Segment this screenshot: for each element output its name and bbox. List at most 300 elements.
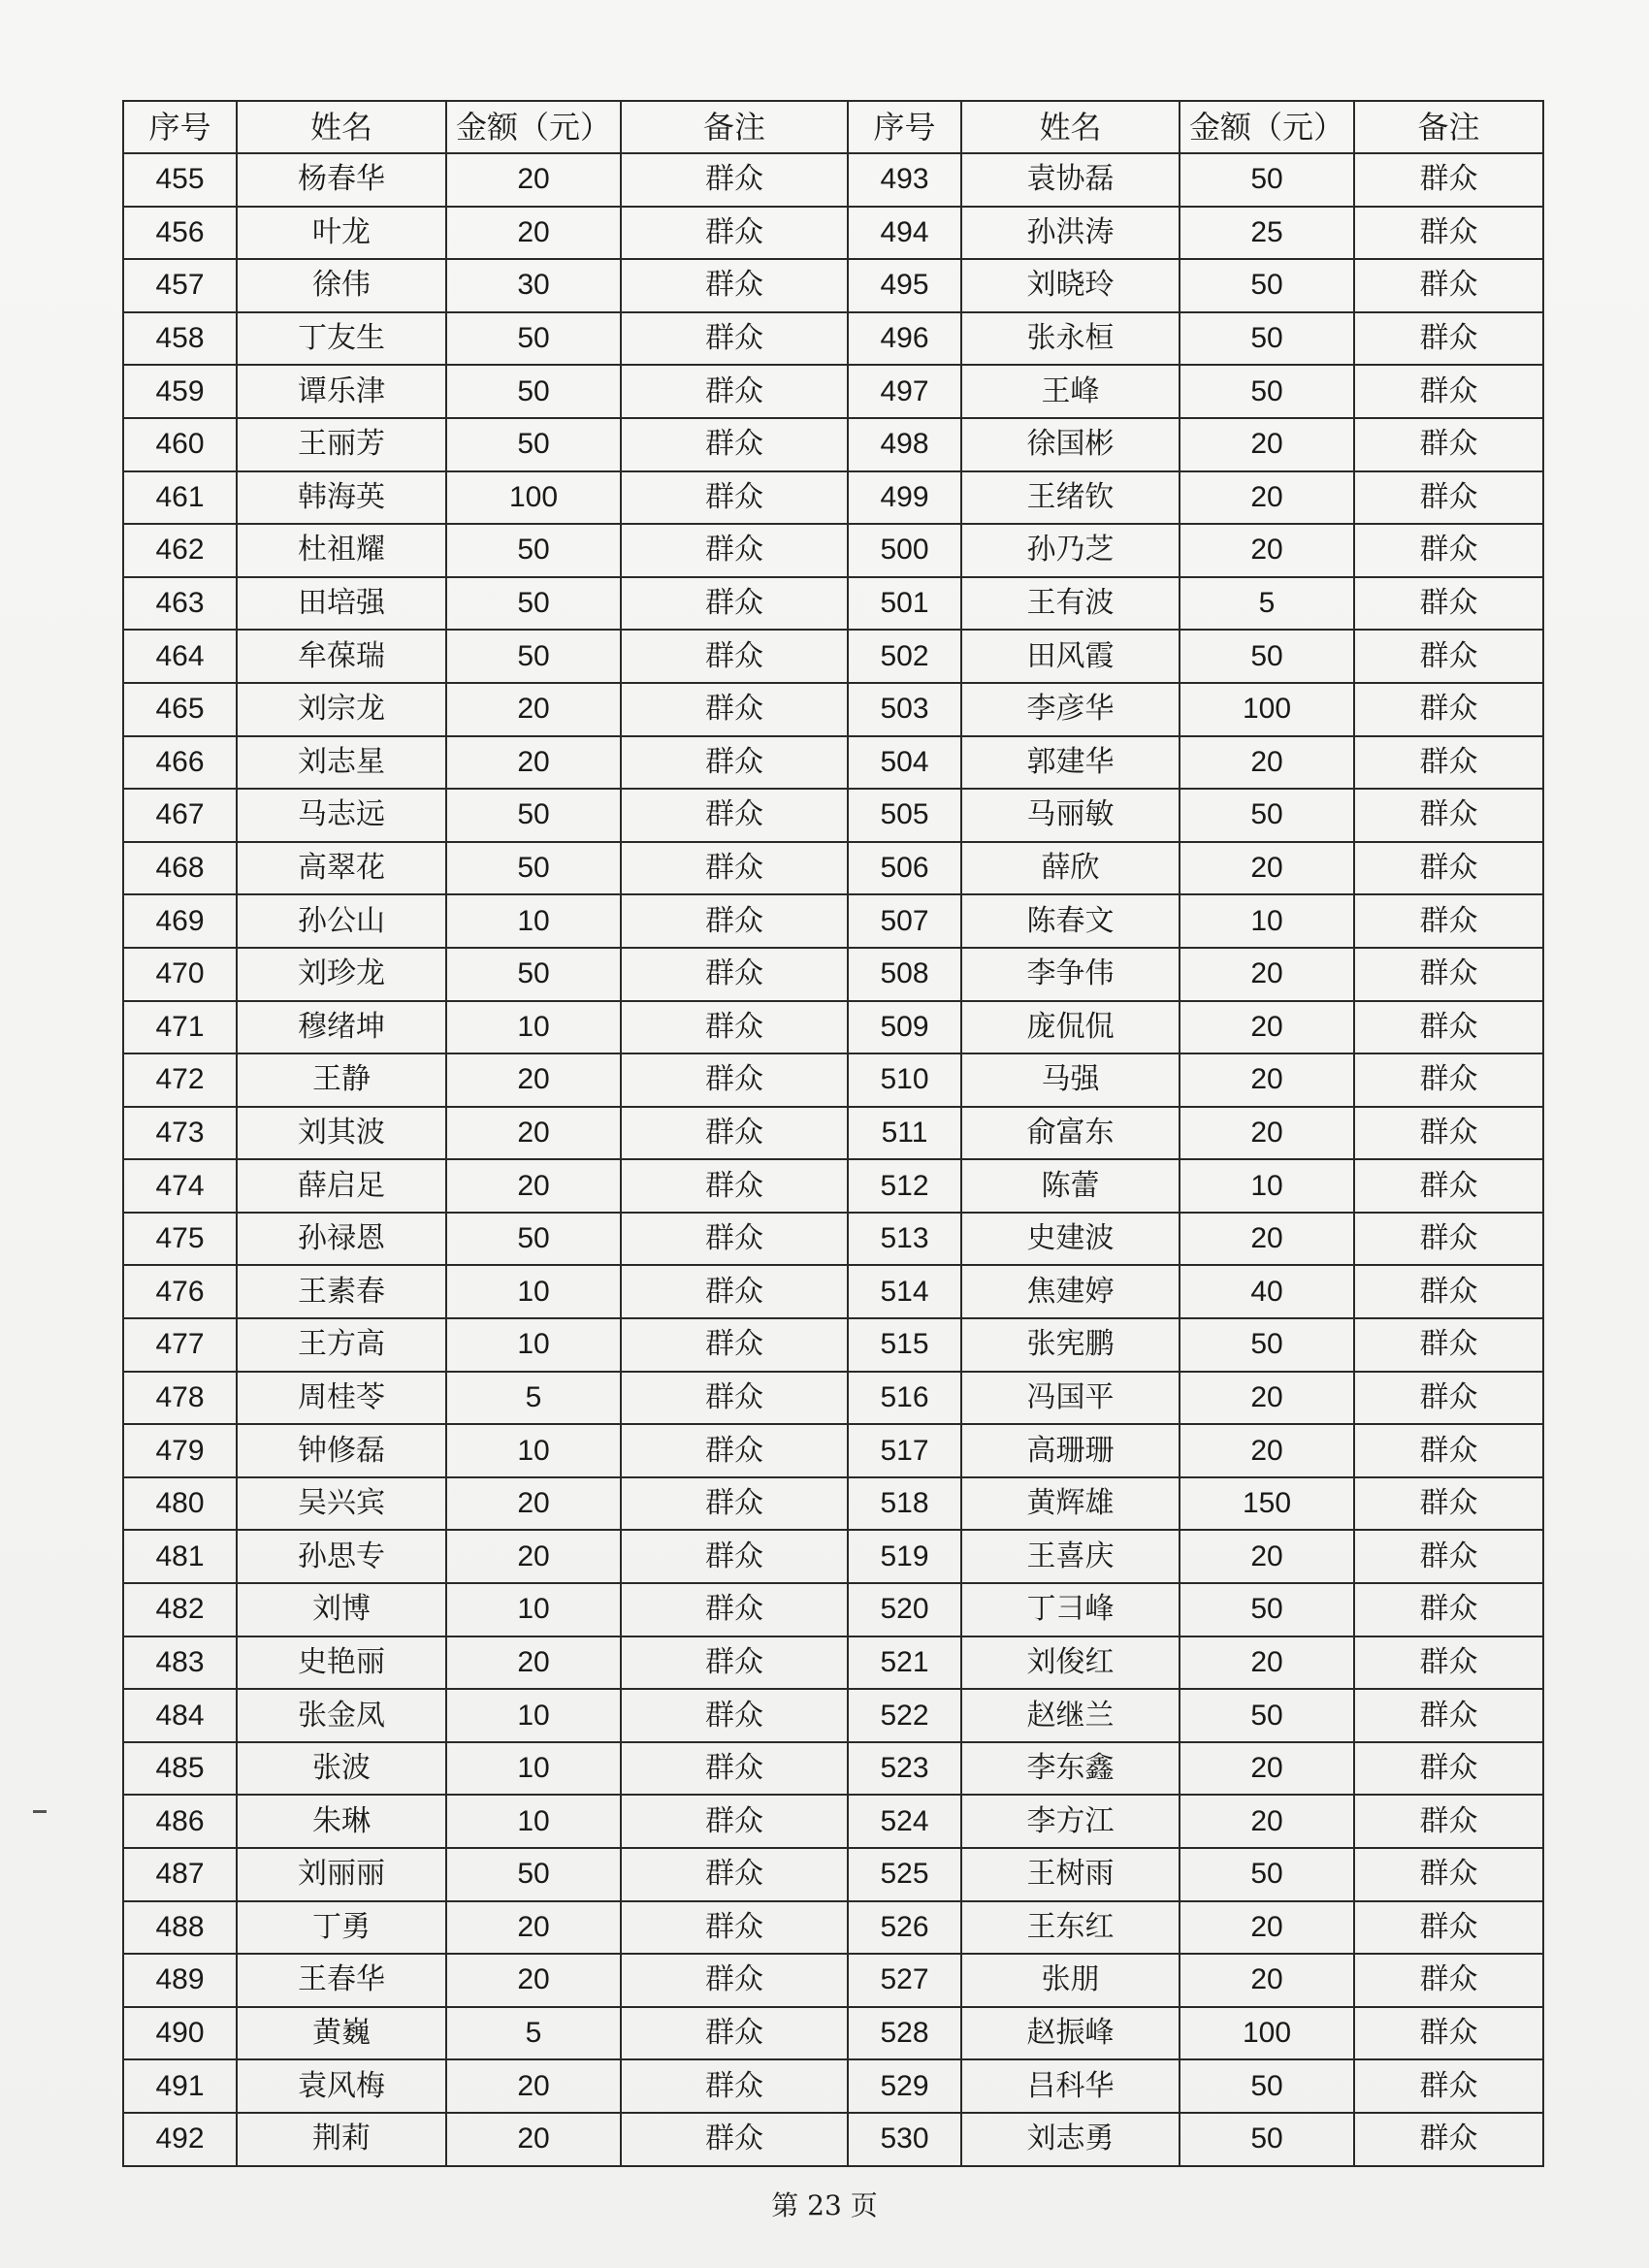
cell-remark-left: 群众 xyxy=(621,948,848,1001)
cell-remark-left: 群众 xyxy=(621,259,848,312)
cell-name-left: 丁友生 xyxy=(237,312,446,366)
table-row xyxy=(123,1583,1543,1636)
cell-name-right: 徐国彬 xyxy=(961,418,1180,471)
cell-name-right: 马丽敏 xyxy=(961,789,1180,842)
cell-name-right: 陈春文 xyxy=(961,894,1180,948)
cell-serial-right: 509 xyxy=(848,1001,961,1054)
cell-amount-left: 50 xyxy=(446,1848,621,1901)
cell-amount-right: 20 xyxy=(1180,1107,1354,1160)
cell-amount-left: 10 xyxy=(446,894,621,948)
cell-serial-right: 525 xyxy=(848,1848,961,1901)
cell-name-left: 吴兴宾 xyxy=(237,1477,446,1531)
table-row xyxy=(123,842,1543,895)
cell-remark-left: 群众 xyxy=(621,1848,848,1901)
table-row xyxy=(123,1372,1543,1425)
cell-serial-right: 499 xyxy=(848,471,961,525)
cell-amount-right: 100 xyxy=(1180,2007,1354,2060)
cell-remark-left: 群众 xyxy=(621,1583,848,1636)
header-serial-right: 序号 xyxy=(848,101,961,153)
table-row xyxy=(123,1318,1543,1372)
cell-amount-right: 20 xyxy=(1180,1530,1354,1583)
cell-serial-left: 486 xyxy=(123,1795,237,1848)
cell-serial-left: 458 xyxy=(123,312,237,366)
cell-amount-right: 20 xyxy=(1180,842,1354,895)
cell-amount-right: 20 xyxy=(1180,1001,1354,1054)
cell-serial-left: 483 xyxy=(123,1636,237,1690)
cell-remark-left: 群众 xyxy=(621,683,848,736)
cell-serial-right: 524 xyxy=(848,1795,961,1848)
cell-serial-left: 480 xyxy=(123,1477,237,1531)
table-row xyxy=(123,2113,1543,2166)
cell-remark-left: 群众 xyxy=(621,207,848,260)
table-row xyxy=(123,1265,1543,1318)
cell-name-left: 孙禄恩 xyxy=(237,1213,446,1266)
cell-remark-right: 群众 xyxy=(1354,2007,1543,2060)
cell-name-right: 王有波 xyxy=(961,577,1180,631)
cell-name-right: 郭建华 xyxy=(961,736,1180,790)
table-header xyxy=(123,101,1543,153)
cell-name-left: 朱琳 xyxy=(237,1795,446,1848)
cell-amount-right: 50 xyxy=(1180,789,1354,842)
cell-amount-right: 50 xyxy=(1180,2113,1354,2166)
cell-name-left: 钟修磊 xyxy=(237,1424,446,1477)
cell-remark-right: 群众 xyxy=(1354,1848,1543,1901)
cell-serial-left: 485 xyxy=(123,1742,237,1796)
cell-amount-right: 100 xyxy=(1180,683,1354,736)
cell-amount-left: 50 xyxy=(446,948,621,1001)
cell-amount-right: 20 xyxy=(1180,736,1354,790)
cell-remark-right: 群众 xyxy=(1354,1689,1543,1742)
table-row xyxy=(123,1636,1543,1690)
cell-amount-left: 20 xyxy=(446,1107,621,1160)
cell-name-right: 马强 xyxy=(961,1053,1180,1107)
cell-amount-right: 40 xyxy=(1180,1265,1354,1318)
cell-name-left: 薛启足 xyxy=(237,1159,446,1213)
table-row xyxy=(123,1689,1543,1742)
cell-serial-left: 492 xyxy=(123,2113,237,2166)
cell-serial-right: 500 xyxy=(848,524,961,577)
cell-amount-left: 5 xyxy=(446,1372,621,1425)
cell-serial-left: 482 xyxy=(123,1583,237,1636)
cell-remark-left: 群众 xyxy=(621,1901,848,1955)
cell-serial-right: 497 xyxy=(848,365,961,418)
cell-name-right: 孙洪涛 xyxy=(961,207,1180,260)
cell-serial-right: 503 xyxy=(848,683,961,736)
cell-name-left: 孙公山 xyxy=(237,894,446,948)
cell-amount-left: 50 xyxy=(446,418,621,471)
cell-amount-left: 10 xyxy=(446,1318,621,1372)
cell-name-left: 王静 xyxy=(237,1053,446,1107)
cell-remark-left: 群众 xyxy=(621,1530,848,1583)
cell-remark-right: 群众 xyxy=(1354,1053,1543,1107)
cell-remark-right: 群众 xyxy=(1354,418,1543,471)
cell-name-right: 焦建婷 xyxy=(961,1265,1180,1318)
cell-amount-left: 20 xyxy=(446,1053,621,1107)
cell-name-left: 王素春 xyxy=(237,1265,446,1318)
header-name-left: 姓名 xyxy=(237,101,446,153)
cell-serial-right: 508 xyxy=(848,948,961,1001)
cell-name-left: 谭乐津 xyxy=(237,365,446,418)
cell-name-right: 孙乃芝 xyxy=(961,524,1180,577)
cell-name-right: 张永桓 xyxy=(961,312,1180,366)
cell-serial-left: 472 xyxy=(123,1053,237,1107)
table-row xyxy=(123,1848,1543,1901)
cell-name-left: 刘珍龙 xyxy=(237,948,446,1001)
cell-name-left: 刘志星 xyxy=(237,736,446,790)
cell-amount-left: 50 xyxy=(446,365,621,418)
cell-amount-right: 20 xyxy=(1180,471,1354,525)
cell-remark-right: 群众 xyxy=(1354,471,1543,525)
cell-amount-right: 20 xyxy=(1180,1424,1354,1477)
cell-serial-left: 489 xyxy=(123,1954,237,2007)
cell-remark-right: 群众 xyxy=(1354,842,1543,895)
cell-amount-right: 20 xyxy=(1180,1954,1354,2007)
cell-remark-right: 群众 xyxy=(1354,1001,1543,1054)
cell-remark-left: 群众 xyxy=(621,1265,848,1318)
cell-amount-left: 20 xyxy=(446,1954,621,2007)
cell-name-left: 刘宗龙 xyxy=(237,683,446,736)
cell-serial-left: 464 xyxy=(123,630,237,683)
cell-serial-right: 514 xyxy=(848,1265,961,1318)
cell-remark-left: 群众 xyxy=(621,1636,848,1690)
table-row xyxy=(123,153,1543,207)
table-row xyxy=(123,312,1543,366)
cell-amount-left: 50 xyxy=(446,842,621,895)
cell-serial-left: 467 xyxy=(123,789,237,842)
cell-name-left: 王春华 xyxy=(237,1954,446,2007)
cell-amount-right: 10 xyxy=(1180,894,1354,948)
cell-remark-right: 群众 xyxy=(1354,2059,1543,2113)
cell-serial-right: 522 xyxy=(848,1689,961,1742)
cell-serial-right: 505 xyxy=(848,789,961,842)
table-row xyxy=(123,1213,1543,1266)
cell-remark-right: 群众 xyxy=(1354,1213,1543,1266)
table-row xyxy=(123,1159,1543,1213)
page-number: 第 23 页 xyxy=(771,2189,878,2221)
cell-amount-right: 20 xyxy=(1180,524,1354,577)
cell-remark-right: 群众 xyxy=(1354,894,1543,948)
cell-remark-right: 群众 xyxy=(1354,1636,1543,1690)
cell-remark-left: 群众 xyxy=(621,630,848,683)
cell-remark-right: 群众 xyxy=(1354,1954,1543,2007)
cell-remark-right: 群众 xyxy=(1354,1901,1543,1955)
cell-amount-right: 20 xyxy=(1180,1372,1354,1425)
cell-amount-left: 10 xyxy=(446,1795,621,1848)
cell-serial-right: 502 xyxy=(848,630,961,683)
cell-serial-right: 529 xyxy=(848,2059,961,2113)
cell-remark-left: 群众 xyxy=(621,789,848,842)
table-row xyxy=(123,1477,1543,1531)
cell-name-right: 刘俊红 xyxy=(961,1636,1180,1690)
cell-serial-right: 528 xyxy=(848,2007,961,2060)
cell-remark-right: 群众 xyxy=(1354,259,1543,312)
cell-serial-left: 479 xyxy=(123,1424,237,1477)
cell-amount-left: 20 xyxy=(446,1530,621,1583)
cell-amount-left: 50 xyxy=(446,312,621,366)
cell-serial-left: 465 xyxy=(123,683,237,736)
cell-name-left: 马志远 xyxy=(237,789,446,842)
cell-serial-left: 460 xyxy=(123,418,237,471)
cell-name-left: 周桂苓 xyxy=(237,1372,446,1425)
cell-name-left: 史艳丽 xyxy=(237,1636,446,1690)
cell-remark-left: 群众 xyxy=(621,1742,848,1796)
cell-amount-right: 50 xyxy=(1180,312,1354,366)
table-row xyxy=(123,471,1543,525)
cell-remark-left: 群众 xyxy=(621,1954,848,2007)
cell-name-left: 徐伟 xyxy=(237,259,446,312)
cell-serial-left: 459 xyxy=(123,365,237,418)
table-row xyxy=(123,789,1543,842)
cell-serial-right: 515 xyxy=(848,1318,961,1372)
margin-mark xyxy=(33,1810,47,1813)
cell-remark-left: 群众 xyxy=(621,894,848,948)
cell-serial-right: 510 xyxy=(848,1053,961,1107)
cell-name-left: 叶龙 xyxy=(237,207,446,260)
cell-name-right: 俞富东 xyxy=(961,1107,1180,1160)
cell-serial-right: 506 xyxy=(848,842,961,895)
cell-name-right: 袁协磊 xyxy=(961,153,1180,207)
cell-name-left: 黄巍 xyxy=(237,2007,446,2060)
cell-amount-right: 20 xyxy=(1180,1742,1354,1796)
table-row xyxy=(123,207,1543,260)
cell-name-right: 陈蕾 xyxy=(961,1159,1180,1213)
cell-name-right: 王树雨 xyxy=(961,1848,1180,1901)
cell-serial-right: 494 xyxy=(848,207,961,260)
cell-serial-left: 456 xyxy=(123,207,237,260)
cell-name-right: 李彦华 xyxy=(961,683,1180,736)
cell-name-right: 黄辉雄 xyxy=(961,1477,1180,1531)
cell-serial-right: 495 xyxy=(848,259,961,312)
cell-name-left: 张金凤 xyxy=(237,1689,446,1742)
cell-amount-left: 10 xyxy=(446,1742,621,1796)
cell-remark-right: 群众 xyxy=(1354,1530,1543,1583)
cell-remark-right: 群众 xyxy=(1354,789,1543,842)
cell-name-right: 王喜庆 xyxy=(961,1530,1180,1583)
cell-remark-right: 群众 xyxy=(1354,2113,1543,2166)
table-row xyxy=(123,2059,1543,2113)
cell-remark-left: 群众 xyxy=(621,1107,848,1160)
cell-serial-right: 504 xyxy=(848,736,961,790)
cell-remark-right: 群众 xyxy=(1354,1318,1543,1372)
cell-amount-right: 50 xyxy=(1180,1583,1354,1636)
header-name-right: 姓名 xyxy=(961,101,1180,153)
cell-amount-left: 10 xyxy=(446,1424,621,1477)
cell-remark-left: 群众 xyxy=(621,1001,848,1054)
table-row xyxy=(123,577,1543,631)
cell-name-right: 王峰 xyxy=(961,365,1180,418)
cell-amount-right: 20 xyxy=(1180,1213,1354,1266)
cell-serial-right: 496 xyxy=(848,312,961,366)
cell-serial-right: 519 xyxy=(848,1530,961,1583)
cell-amount-left: 50 xyxy=(446,630,621,683)
cell-remark-right: 群众 xyxy=(1354,1372,1543,1425)
cell-remark-right: 群众 xyxy=(1354,312,1543,366)
cell-amount-right: 50 xyxy=(1180,1689,1354,1742)
cell-amount-right: 50 xyxy=(1180,1848,1354,1901)
cell-amount-left: 50 xyxy=(446,577,621,631)
cell-remark-right: 群众 xyxy=(1354,524,1543,577)
table-row xyxy=(123,1530,1543,1583)
cell-name-right: 王绪钦 xyxy=(961,471,1180,525)
cell-remark-right: 群众 xyxy=(1354,1107,1543,1160)
cell-amount-left: 20 xyxy=(446,736,621,790)
cell-serial-right: 520 xyxy=(848,1583,961,1636)
cell-serial-right: 507 xyxy=(848,894,961,948)
cell-amount-right: 20 xyxy=(1180,1901,1354,1955)
cell-remark-left: 群众 xyxy=(621,736,848,790)
table-row xyxy=(123,1954,1543,2007)
cell-amount-left: 10 xyxy=(446,1265,621,1318)
cell-name-right: 庞侃侃 xyxy=(961,1001,1180,1054)
cell-name-left: 刘丽丽 xyxy=(237,1848,446,1901)
table-row xyxy=(123,418,1543,471)
cell-serial-left: 488 xyxy=(123,1901,237,1955)
cell-amount-left: 20 xyxy=(446,2113,621,2166)
cell-remark-right: 群众 xyxy=(1354,153,1543,207)
cell-name-left: 丁勇 xyxy=(237,1901,446,1955)
table-row xyxy=(123,1901,1543,1955)
header-row xyxy=(123,101,1543,153)
cell-name-left: 韩海英 xyxy=(237,471,446,525)
cell-name-left: 袁风梅 xyxy=(237,2059,446,2113)
cell-name-left: 牟葆瑞 xyxy=(237,630,446,683)
table-row xyxy=(123,259,1543,312)
cell-remark-right: 群众 xyxy=(1354,1742,1543,1796)
cell-name-left: 杨春华 xyxy=(237,153,446,207)
cell-amount-right: 20 xyxy=(1180,948,1354,1001)
cell-remark-left: 群众 xyxy=(621,1213,848,1266)
cell-amount-right: 20 xyxy=(1180,1053,1354,1107)
cell-remark-left: 群众 xyxy=(621,1795,848,1848)
cell-name-right: 王东红 xyxy=(961,1901,1180,1955)
cell-amount-left: 20 xyxy=(446,1901,621,1955)
cell-amount-right: 50 xyxy=(1180,630,1354,683)
cell-remark-right: 群众 xyxy=(1354,207,1543,260)
cell-serial-left: 470 xyxy=(123,948,237,1001)
cell-amount-right: 50 xyxy=(1180,259,1354,312)
cell-amount-left: 5 xyxy=(446,2007,621,2060)
cell-serial-right: 521 xyxy=(848,1636,961,1690)
cell-amount-left: 20 xyxy=(446,1159,621,1213)
cell-amount-right: 50 xyxy=(1180,153,1354,207)
cell-serial-left: 469 xyxy=(123,894,237,948)
cell-remark-left: 群众 xyxy=(621,365,848,418)
cell-serial-left: 473 xyxy=(123,1107,237,1160)
cell-amount-right: 20 xyxy=(1180,1636,1354,1690)
cell-amount-right: 5 xyxy=(1180,577,1354,631)
table-row xyxy=(123,630,1543,683)
cell-serial-left: 468 xyxy=(123,842,237,895)
table-row xyxy=(123,1107,1543,1160)
cell-serial-left: 474 xyxy=(123,1159,237,1213)
cell-remark-right: 群众 xyxy=(1354,1477,1543,1531)
cell-serial-right: 498 xyxy=(848,418,961,471)
cell-serial-left: 476 xyxy=(123,1265,237,1318)
cell-remark-left: 群众 xyxy=(621,2059,848,2113)
cell-amount-left: 20 xyxy=(446,207,621,260)
cell-serial-left: 487 xyxy=(123,1848,237,1901)
cell-name-right: 李方江 xyxy=(961,1795,1180,1848)
cell-remark-left: 群众 xyxy=(621,2113,848,2166)
cell-name-left: 刘其波 xyxy=(237,1107,446,1160)
cell-serial-left: 484 xyxy=(123,1689,237,1742)
cell-name-right: 刘志勇 xyxy=(961,2113,1180,2166)
cell-remark-right: 群众 xyxy=(1354,1795,1543,1848)
cell-remark-left: 群众 xyxy=(621,153,848,207)
cell-remark-right: 群众 xyxy=(1354,948,1543,1001)
cell-name-right: 张宪鹏 xyxy=(961,1318,1180,1372)
cell-serial-right: 511 xyxy=(848,1107,961,1160)
cell-remark-left: 群众 xyxy=(621,1424,848,1477)
cell-name-left: 田培强 xyxy=(237,577,446,631)
cell-name-right: 高珊珊 xyxy=(961,1424,1180,1477)
cell-remark-right: 群众 xyxy=(1354,365,1543,418)
cell-amount-right: 20 xyxy=(1180,418,1354,471)
cell-name-left: 穆绪坤 xyxy=(237,1001,446,1054)
cell-name-right: 赵振峰 xyxy=(961,2007,1180,2060)
table-row xyxy=(123,894,1543,948)
cell-remark-left: 群众 xyxy=(621,842,848,895)
header-amount-right: 金额（元） xyxy=(1180,101,1354,153)
cell-name-left: 刘博 xyxy=(237,1583,446,1636)
cell-amount-left: 20 xyxy=(446,683,621,736)
cell-remark-left: 群众 xyxy=(621,1689,848,1742)
table-row xyxy=(123,2007,1543,2060)
cell-name-left: 王方高 xyxy=(237,1318,446,1372)
table-row xyxy=(123,365,1543,418)
cell-name-right: 田风霞 xyxy=(961,630,1180,683)
cell-serial-left: 463 xyxy=(123,577,237,631)
cell-amount-right: 10 xyxy=(1180,1159,1354,1213)
cell-remark-left: 群众 xyxy=(621,1477,848,1531)
cell-name-right: 吕科华 xyxy=(961,2059,1180,2113)
cell-amount-right: 20 xyxy=(1180,1795,1354,1848)
cell-serial-left: 462 xyxy=(123,524,237,577)
cell-remark-left: 群众 xyxy=(621,471,848,525)
cell-remark-left: 群众 xyxy=(621,1318,848,1372)
header-remark-right: 备注 xyxy=(1354,101,1543,153)
cell-name-left: 孙思专 xyxy=(237,1530,446,1583)
cell-amount-left: 10 xyxy=(446,1583,621,1636)
cell-serial-left: 490 xyxy=(123,2007,237,2060)
cell-serial-right: 527 xyxy=(848,1954,961,2007)
cell-remark-left: 群众 xyxy=(621,2007,848,2060)
cell-serial-right: 517 xyxy=(848,1424,961,1477)
cell-amount-right: 50 xyxy=(1180,2059,1354,2113)
cell-remark-left: 群众 xyxy=(621,1372,848,1425)
cell-serial-left: 466 xyxy=(123,736,237,790)
cell-name-right: 史建波 xyxy=(961,1213,1180,1266)
cell-serial-left: 457 xyxy=(123,259,237,312)
cell-serial-right: 518 xyxy=(848,1477,961,1531)
cell-amount-right: 50 xyxy=(1180,365,1354,418)
cell-amount-right: 150 xyxy=(1180,1477,1354,1531)
cell-amount-left: 20 xyxy=(446,1636,621,1690)
cell-amount-left: 30 xyxy=(446,259,621,312)
cell-amount-left: 50 xyxy=(446,524,621,577)
cell-name-right: 李争伟 xyxy=(961,948,1180,1001)
table-row xyxy=(123,1742,1543,1796)
cell-amount-right: 50 xyxy=(1180,1318,1354,1372)
table-row xyxy=(123,736,1543,790)
cell-remark-right: 群众 xyxy=(1354,736,1543,790)
table-row xyxy=(123,948,1543,1001)
cell-remark-right: 群众 xyxy=(1354,630,1543,683)
cell-serial-right: 516 xyxy=(848,1372,961,1425)
cell-amount-left: 20 xyxy=(446,1477,621,1531)
donation-table xyxy=(122,100,1544,2167)
cell-serial-left: 478 xyxy=(123,1372,237,1425)
